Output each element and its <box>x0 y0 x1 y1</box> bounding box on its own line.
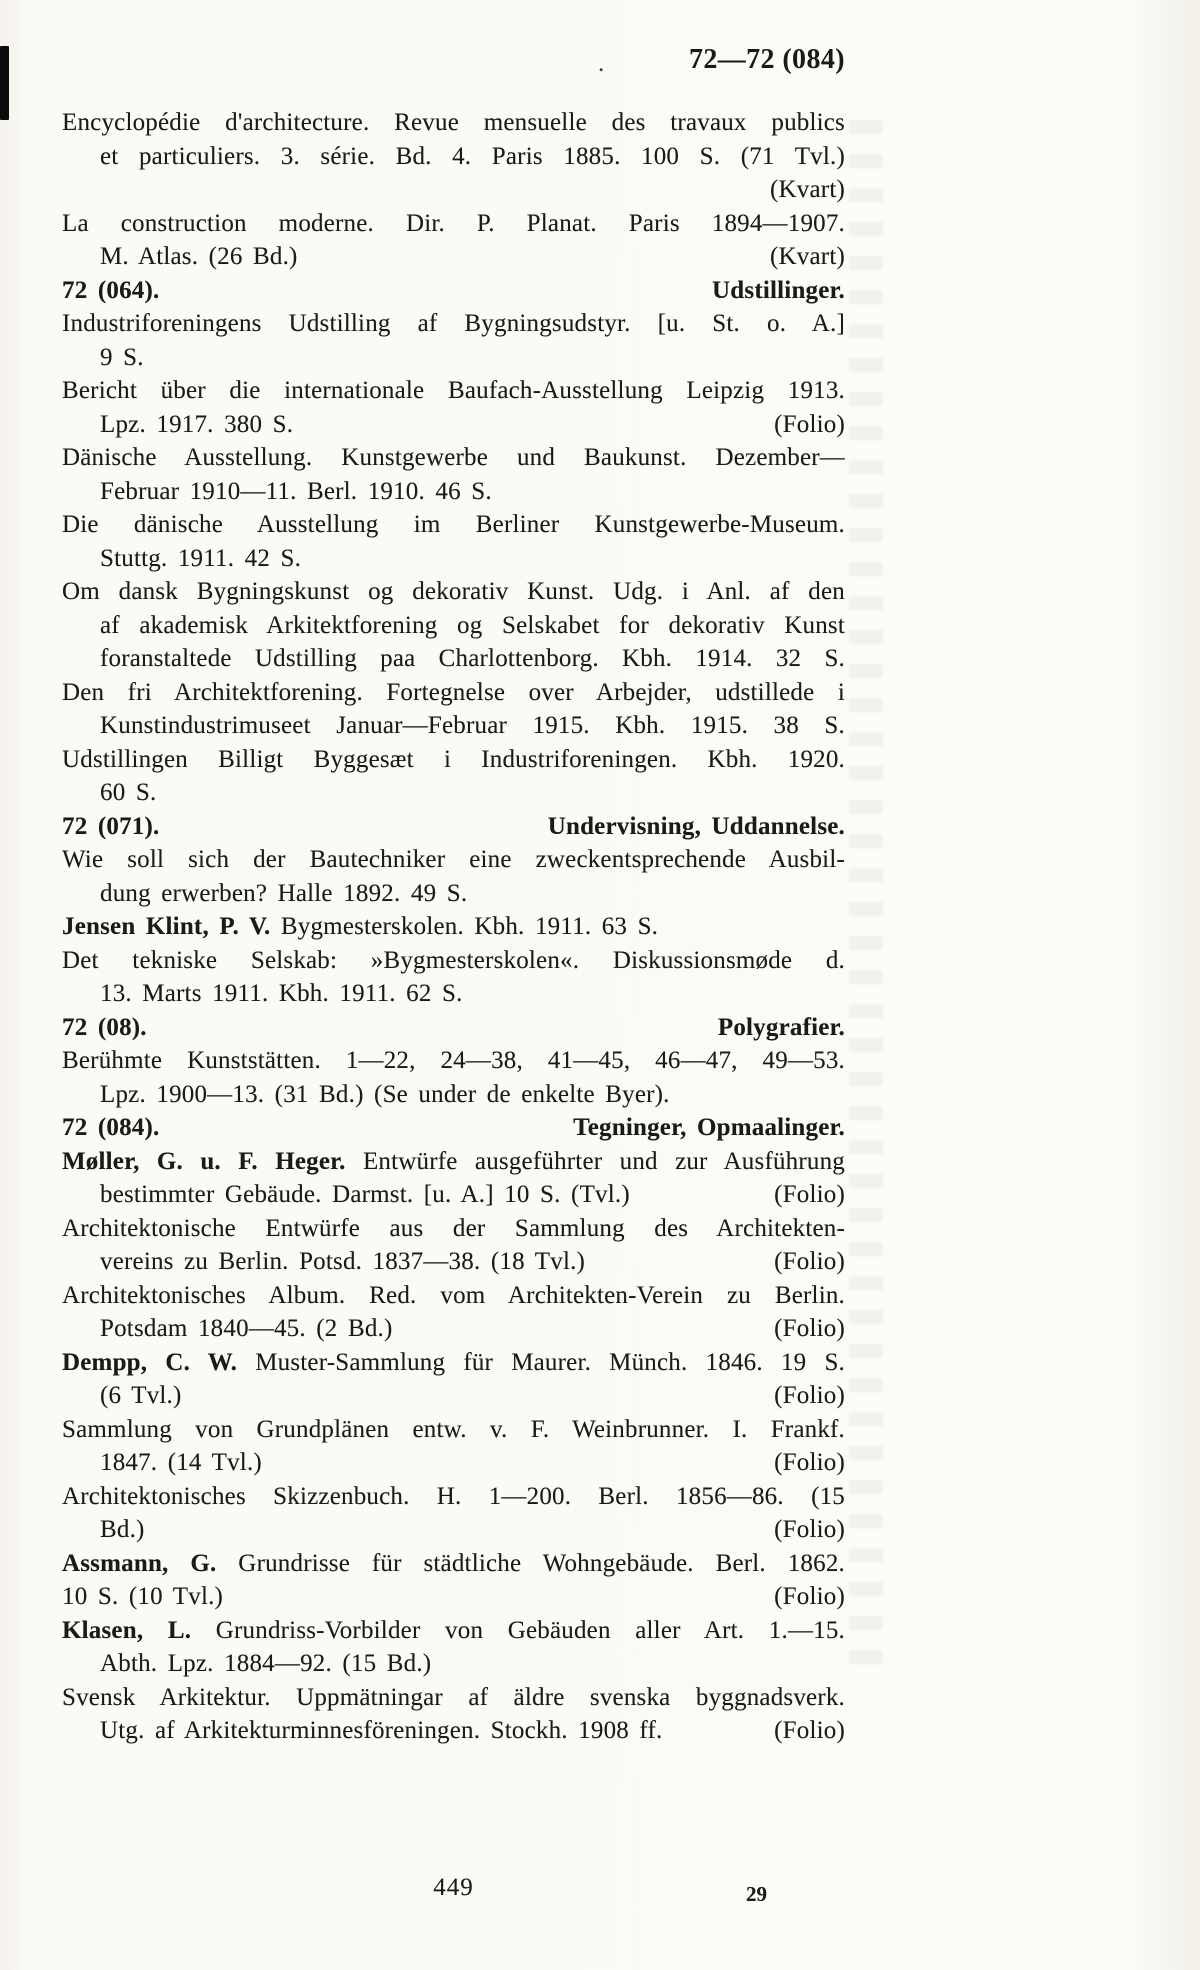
catalog-line: dung erwerben? Halle 1892. 49 S. <box>100 879 468 907</box>
entry-text: Bd.) <box>100 1516 145 1543</box>
format-note: (Kvart) <box>770 243 845 270</box>
heading-subject: Tegninger, Opmaalinger. <box>573 1114 845 1141</box>
catalog-line <box>62 1714 845 1748</box>
author-name: Møller, G. u. F. Heger. <box>62 1147 346 1175</box>
catalog-line: Die dänische Ausstellung im Berliner Kunstgewerbe-Museum. <box>62 511 845 538</box>
catalog-line <box>62 408 845 442</box>
format-note: (Folio) <box>774 1717 845 1744</box>
author-name: Jensen Klint, P. V. <box>62 913 271 940</box>
catalog-line: Dempp, C. W. Muster-Sammlung für Maurer. Münch. 1846. 19 S. <box>62 1348 845 1376</box>
heading-classmark: 72 (064). <box>62 276 160 304</box>
catalog-line: af akademisk Arkitektforening og Selskabet for dekorativ Kunst <box>100 611 845 639</box>
catalog-line <box>62 1580 845 1614</box>
catalog-line: Wie soll sich der Bautechniker eine zweckentsprechende Ausbil- <box>62 846 845 873</box>
section-heading <box>62 810 845 844</box>
heading-subject: Udstillinger. <box>712 276 845 304</box>
catalog-line <box>62 1379 845 1413</box>
catalog-line: Sammlung von Grundplänen entw. v. F. Weinbrunner. I. Frankf. <box>62 1415 845 1443</box>
catalog-line <box>62 1312 845 1346</box>
entry-text: M. Atlas. (26 Bd.) <box>100 243 298 270</box>
catalog-line: 13. Marts 1911. Kbh. 1911. 62 S. <box>100 980 463 1007</box>
catalog-line: Svensk Arkitektur. Uppmätningar af äldre svenska byggnadsverk. <box>62 1683 845 1711</box>
catalog-lines <box>62 106 845 1748</box>
catalog-line: Møller, G. u. F. Heger. Entwürfe ausgeführter und zur Ausführung <box>62 1147 845 1175</box>
heading-classmark: 72 (071). <box>62 812 160 840</box>
heading-classmark: 72 (08). <box>62 1013 147 1041</box>
catalog-line: Februar 1910—11. Berl. 1910. 46 S. <box>100 477 492 505</box>
catalog-line: Om dansk Bygningskunst og dekorativ Kunst. Udg. i Anl. af den <box>62 578 845 605</box>
heading-classmark: 72 (084). <box>62 1114 160 1141</box>
heading-subject: Undervisning, Uddannelse. <box>547 812 845 840</box>
section-heading <box>62 274 845 308</box>
heading-subject: Polygrafier. <box>717 1013 845 1041</box>
format-note: (Folio) <box>774 1248 845 1275</box>
catalog-line: Architektonisches Album. Red. vom Architekten-Verein zu Berlin. <box>62 1281 845 1309</box>
catalog-line <box>62 1245 845 1279</box>
author-name: Klasen, L. <box>62 1616 192 1644</box>
catalog-line: Dänische Ausstellung. Kunstgewerbe und Baukunst. Dezember— <box>62 444 845 471</box>
catalog-line: Abth. Lpz. 1884—92. (15 Bd.) <box>100 1650 432 1677</box>
catalog-line: Det tekniske Selskab: »Bygmesterskolen«. Diskussionsmøde d. <box>62 946 845 974</box>
page-number: 449 <box>433 1874 474 1901</box>
entry-text: 10 S. (10 Tvl.) <box>62 1583 224 1610</box>
catalog-line: Lpz. 1900—13. (31 Bd.) (Se under de enkelte Byer). <box>100 1080 670 1108</box>
catalog-line <box>62 1178 845 1212</box>
catalog-line <box>62 1513 845 1547</box>
format-note: (Folio) <box>774 410 845 438</box>
format-note: (Folio) <box>774 1315 845 1342</box>
catalog-line: foranstaltede Udstilling paa Charlottenborg. Kbh. 1914. 32 S. <box>100 645 845 672</box>
catalog-line: Assmann, G. Grundrisse für städtliche Wohngebäude. Berl. 1862. <box>62 1549 845 1577</box>
entry-text: (6 Tvl.) <box>100 1382 182 1409</box>
author-name: Assmann, G. <box>62 1549 217 1577</box>
entry-text: Utg. af Arkitekturminnesföreningen. Stockh. 1908 ff. <box>100 1717 663 1744</box>
format-note: (Folio) <box>774 1516 845 1543</box>
entry-text: vereins zu Berlin. Potsd. 1837—38. (18 Tvl.) <box>100 1248 586 1275</box>
catalog-line: La construction moderne. Dir. P. Planat. Paris 1894—1907. <box>62 209 845 237</box>
section-heading <box>62 1111 845 1145</box>
signature-number: 29 <box>746 1882 767 1906</box>
catalog-line: Architektonische Entwürfe aus der Sammlung des Architekten- <box>62 1214 845 1242</box>
catalog-line: Klasen, L. Grundriss-Vorbilder von Gebäuden aller Art. 1.—15. <box>62 1616 845 1644</box>
format-note: (Folio) <box>774 1181 845 1208</box>
catalog-line: Berühmte Kunststätten. 1—22, 24—38, 41—45, 46—47, 49—53. <box>62 1047 845 1074</box>
catalog-line: Architektonisches Skizzenbuch. H. 1—200. Berl. 1856—86. (15 <box>62 1482 845 1510</box>
entry-text: Lpz. 1917. 380 S. <box>100 410 294 438</box>
catalog-line: Bericht über die internationale Baufach-Ausstellung Leipzig 1913. <box>62 377 845 404</box>
format-note: (Folio) <box>774 1382 845 1409</box>
entry-text: Potsdam 1840—45. (2 Bd.) <box>100 1315 393 1342</box>
catalog-line: Udstillingen Billigt Byggesæt i Industriforeningen. Kbh. 1920. <box>62 745 845 773</box>
catalog-line: et particuliers. 3. série. Bd. 4. Paris 1885. 100 S. (71 Tvl.) <box>100 142 845 170</box>
author-name: Dempp, C. W. <box>62 1348 238 1376</box>
catalog-line: Den fri Architektforening. Fortegnelse over Arbejder, udstillede i <box>62 678 845 706</box>
catalog-line: Stuttg. 1911. 42 S. <box>100 544 302 572</box>
format-note: (Folio) <box>774 1583 845 1610</box>
catalog-line: Kunstindustrimuseet Januar—Februar 1915. Kbh. 1915. 38 S. <box>100 712 845 739</box>
catalog-line <box>62 240 845 274</box>
scan-dot-artifact: . <box>598 50 605 77</box>
bleedthrough-artifact <box>849 120 883 1680</box>
catalog-line: (Kvart) <box>770 176 845 203</box>
entry-text: bestimmter Gebäude. Darmst. [u. A.] 10 S. (Tvl.) <box>100 1181 630 1208</box>
catalog-line: 60 S. <box>100 779 157 806</box>
catalog-line: 9 S. <box>100 343 144 371</box>
scan-edge-artifact <box>0 46 9 120</box>
catalog-line: Jensen Klint, P. V. Bygmesterskolen. Kbh. 1911. 63 S. <box>62 913 659 940</box>
entry-text: 1847. (14 Tvl.) <box>100 1449 262 1476</box>
section-heading <box>62 1011 845 1045</box>
format-note: (Folio) <box>774 1449 845 1476</box>
catalog-line <box>62 1446 845 1480</box>
catalog-line: Encyclopédie d'architecture. Revue mensuelle des travaux publics <box>62 109 845 136</box>
running-head-classmark: 72—72 (084) <box>688 44 845 75</box>
catalog-line: Industriforeningens Udstilling af Bygningsudstyr. [u. St. o. A.] <box>62 310 845 337</box>
